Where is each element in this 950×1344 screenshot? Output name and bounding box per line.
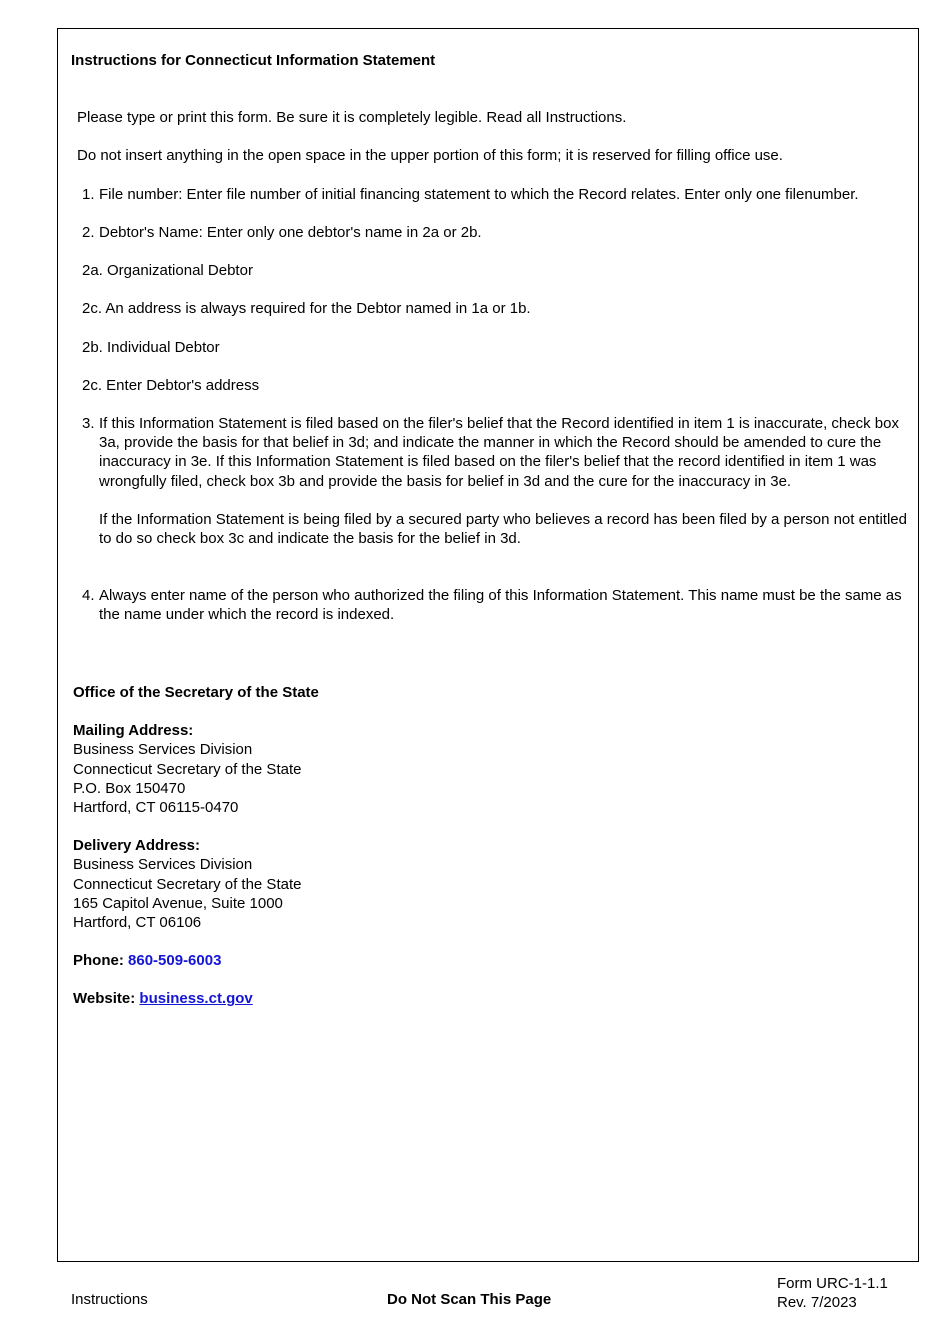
item-text-continued: If the Information Statement is being filed by a secured party who believes a record has been filed by a person not entitled to do so check box 3c and indicate the basis for the belief in 3d. bbox=[99, 510, 907, 548]
mailing-address bbox=[73, 721, 319, 817]
mailing-address-label: Mailing Address: bbox=[73, 722, 194, 740]
website-row bbox=[73, 989, 319, 1008]
instruction-item-4 bbox=[82, 586, 917, 624]
website-label: Website: bbox=[73, 990, 136, 1008]
item-number: 4. bbox=[82, 587, 95, 604]
footer-do-not-scan: Do Not Scan This Page bbox=[387, 1291, 552, 1308]
item-number: 2. bbox=[82, 224, 95, 241]
delivery-address-line: Connecticut Secretary of the State bbox=[73, 875, 302, 893]
item-number: 3. bbox=[82, 415, 95, 432]
delivery-address-label: Delivery Address: bbox=[73, 837, 201, 855]
intro-paragraph-1: Please type or print this form. Be sure it is completely legible. Read all Instructions. bbox=[77, 109, 627, 126]
instruction-sub-2c-address-required: 2c. An address is always required for the Debtor named in 1a or 1b. bbox=[82, 300, 531, 317]
instruction-sub-2a: 2a. Organizational Debtor bbox=[82, 262, 253, 279]
website-link[interactable]: business.ct.gov bbox=[139, 990, 253, 1008]
delivery-address-line: 165 Capitol Avenue, Suite 1000 bbox=[73, 894, 283, 912]
instruction-item-3 bbox=[82, 414, 917, 548]
item-number: 1. bbox=[82, 186, 95, 203]
delivery-address-line: Business Services Division bbox=[73, 856, 253, 874]
item-text: If this Information Statement is filed based on the filer's belief that the Record identified in item 1 is inaccurate, check box 3a, provide the basis for that belief in 3d; and indicate the manner in which the Record should be amended to cure the inaccuracy in 3e. If this Information Statement is filed based on the filer's belief that the record identified in item 1 was wrongfully filed, check box 3b and provide the basis for belief in 3d and the cure for the inaccuracy in 3e. bbox=[99, 415, 899, 490]
mailing-address-line: P.O. Box 150470 bbox=[73, 779, 186, 797]
instruction-item-1 bbox=[82, 185, 917, 204]
document-title: Instructions for Connecticut Information Statement bbox=[71, 52, 436, 69]
phone-label: Phone: bbox=[73, 952, 124, 970]
office-heading: Office of the Secretary of the State bbox=[73, 684, 319, 701]
mailing-address-line: Business Services Division bbox=[73, 741, 253, 759]
item-text: File number: Enter file number of initial financing statement to which the Record relates. Enter only one filenumber. bbox=[99, 186, 859, 203]
page-border bbox=[57, 28, 919, 1262]
form-number: Form URC-1-1.1 bbox=[777, 1275, 888, 1292]
item-text: Debtor's Name: Enter only one debtor's name in 2a or 2b. bbox=[99, 224, 482, 241]
item-text: Always enter name of the person who authorized the filing of this Information Statement. This name must be the same as the name under which the record is indexed. bbox=[99, 587, 902, 624]
footer-form-info bbox=[777, 1274, 888, 1312]
instruction-sub-2b: 2b. Individual Debtor bbox=[82, 339, 220, 356]
phone-row bbox=[73, 951, 319, 970]
footer-instructions-label: Instructions bbox=[71, 1291, 148, 1308]
instruction-item-2 bbox=[82, 223, 917, 242]
mailing-address-line: Connecticut Secretary of the State bbox=[73, 760, 302, 778]
instruction-sub-2c-enter-address: 2c. Enter Debtor's address bbox=[82, 377, 260, 394]
phone-number-link[interactable]: 860-509-6003 bbox=[128, 952, 222, 970]
mailing-address-line: Hartford, CT 06115-0470 bbox=[73, 799, 239, 817]
office-contact-block bbox=[73, 683, 319, 1009]
delivery-address bbox=[73, 836, 319, 932]
intro-paragraph-2: Do not insert anything in the open space in the upper portion of this form; it is reserved for filling office use. bbox=[77, 147, 783, 164]
delivery-address-line: Hartford, CT 06106 bbox=[73, 914, 202, 932]
form-revision: Rev. 7/2023 bbox=[777, 1294, 857, 1311]
